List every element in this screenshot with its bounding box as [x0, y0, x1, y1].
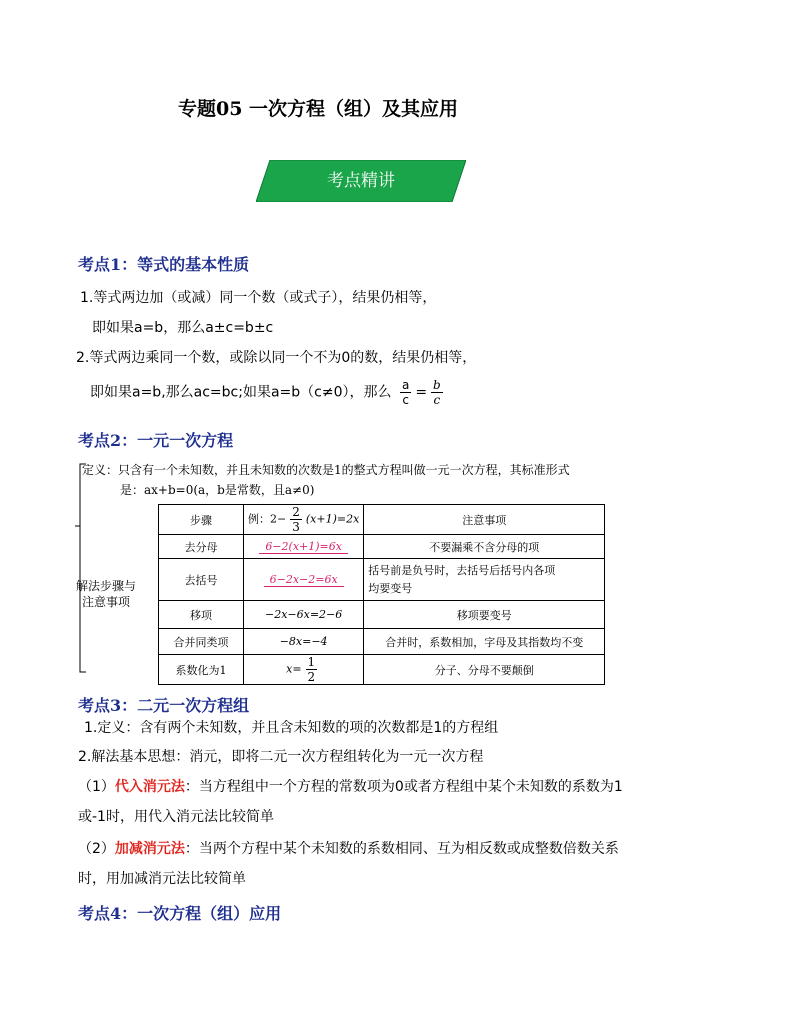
- table-header-row: [159, 505, 605, 535]
- s3-line4: 或-1时，用代入消元法比较简单: [78, 809, 274, 825]
- table-row: [159, 535, 605, 559]
- frac1-den: c: [402, 393, 409, 407]
- row3-example: −2x−6x=2−6: [244, 601, 364, 629]
- substitution-method: 代入消元法: [114, 779, 185, 795]
- header-example: [244, 505, 364, 535]
- equation-steps-figure: [74, 458, 622, 684]
- fraction-a-over-c: [400, 378, 411, 407]
- s1-line4-text: 即如果a=b,那么ac=bc;如果a=b（c≠0），那么: [90, 384, 392, 401]
- steps-table: [158, 504, 605, 685]
- row1-example: [244, 535, 364, 559]
- row2-example-text: 6−2x−2=6x: [264, 573, 344, 587]
- s3-line5-prefix: （2）: [78, 841, 115, 857]
- row1-note: 不要漏乘不含分母的项: [364, 535, 605, 559]
- row4-example: −8x=−4: [244, 629, 364, 655]
- header-frac-den: 3: [292, 520, 300, 534]
- s3-line3-prefix: （1）: [78, 779, 115, 795]
- heading-s4: 考点4：一次方程（组）应用: [78, 904, 282, 923]
- s3-line2: 2.解法基本思想：消元，即将二元一次方程组转化为一元一次方程: [78, 749, 484, 765]
- equals-sign: =: [415, 384, 428, 401]
- table-row: [159, 629, 605, 655]
- definition-text: [82, 460, 570, 500]
- row2-note-line1: 括号前是负号时，去括号后括号内各项: [368, 563, 556, 577]
- s1-line3: 2.等式两边乘同一个数，或除以同一个不为0的数，结果仍相等，: [76, 350, 477, 366]
- heading-s1: 考点1：等式的基本性质: [78, 255, 250, 274]
- header-step: 步骤: [159, 505, 244, 535]
- row2-example: [244, 559, 364, 601]
- definition-line2: 是：ax+b=0(a，b是常数，且a≠0): [120, 483, 315, 497]
- frac2-num: b: [433, 378, 441, 392]
- frac2-den: c: [433, 393, 441, 407]
- s3-line5: [78, 838, 619, 858]
- row5-note: 分子、分母不要颠倒: [364, 655, 605, 685]
- table-row: [159, 559, 605, 601]
- header-example-b: (x+1)=2x: [305, 512, 360, 526]
- fraction-b-over-c: [431, 378, 443, 407]
- s1-line4: [90, 378, 447, 407]
- heading-s3: 考点3：二元一次方程组: [78, 696, 250, 715]
- elimination-method: 加减消元法: [114, 841, 185, 857]
- definition-line1: 定义：只含有一个未知数，并且未知数的次数是1的整式方程叫做一元一次方程，其标准形式: [82, 463, 570, 477]
- header-frac-num: 2: [292, 505, 300, 519]
- row1-step: 去分母: [159, 535, 244, 559]
- row2-note: [364, 559, 605, 601]
- s1-line1: 1.等式两边加（或减）同一个数（或式子），结果仍相等，: [80, 290, 437, 306]
- s3-line3: [78, 776, 623, 796]
- row3-step: 移项: [159, 601, 244, 629]
- frac1-num: a: [401, 378, 410, 392]
- row2-step: 去括号: [159, 559, 244, 601]
- row2-note-line2: 均要变号: [368, 581, 413, 595]
- header-notes: 注意事项: [364, 505, 605, 535]
- heading-s2: 考点2：一元一次方程: [78, 431, 234, 450]
- s1-line2: 即如果a=b，那么a±c=b±c: [92, 320, 274, 336]
- s3-line5-rest: ：当两个方程中某个未知数的系数相同、互为相反数或成整数倍数关系: [184, 841, 619, 857]
- side-label: [76, 578, 136, 610]
- row5-example-text: x=: [286, 662, 302, 676]
- row3-note: 移项要变号: [364, 601, 605, 629]
- side-label-line1: 解法步骤与: [76, 579, 137, 593]
- s3-line6: 时，用加减消元法比较简单: [78, 871, 246, 887]
- s3-line3-rest: ：当方程组中一个方程的常数项为0或者方程组中某个未知数的系数为1: [184, 779, 623, 795]
- header-fraction: [290, 505, 302, 534]
- row4-step: 合并同类项: [159, 629, 244, 655]
- row1-example-text: 6−2(x+1)=6x: [259, 540, 348, 554]
- header-example-a: 例：2−: [248, 512, 287, 526]
- table-row: [159, 655, 605, 685]
- row5-example: [244, 655, 364, 685]
- row5-frac-num: 1: [307, 655, 316, 669]
- side-label-line2: 注意事项: [82, 595, 131, 609]
- row4-note: 合并时，系数相加，字母及其指数均不变: [364, 629, 605, 655]
- row5-frac-den: 2: [307, 670, 316, 684]
- section-banner: [256, 160, 466, 202]
- s3-line1: 1.定义：含有两个未知数，并且含未知数的项的次数都是1的方程组: [84, 720, 499, 736]
- row5-fraction: [306, 655, 318, 684]
- banner-label: 考点精讲: [327, 171, 395, 191]
- page-title: 专题05 一次方程（组）及其应用: [178, 98, 459, 120]
- row5-step: 系数化为1: [159, 655, 244, 685]
- table-row: [159, 601, 605, 629]
